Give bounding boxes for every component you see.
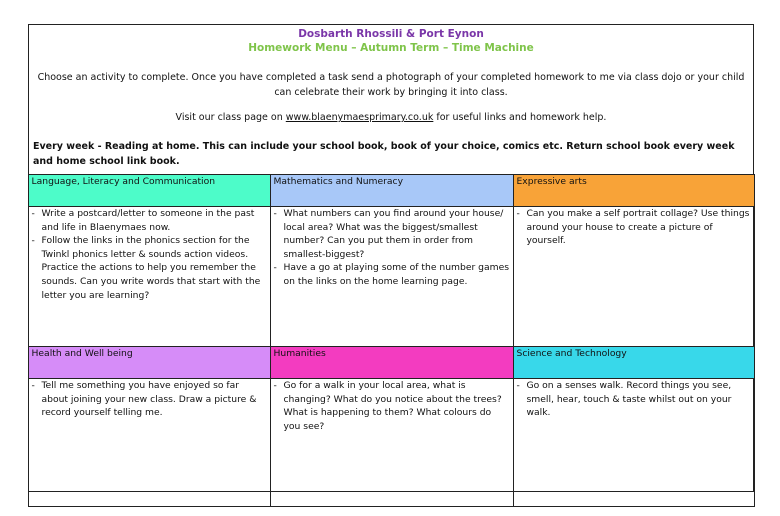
activities-language-literacy	[28, 207, 270, 347]
grid-header-row-1	[28, 175, 754, 207]
grid-header-row-2	[28, 347, 754, 379]
heading-humanities: Humanities	[270, 347, 513, 379]
activities-health-wellbeing	[28, 379, 270, 507]
activities-mathematics	[270, 207, 513, 347]
list-item: - Tell me something you have enjoyed so far about joining your new class. Draw a picture & record yourself telling me.	[31, 380, 257, 419]
list-item: - Go for a walk in your local area, what is changing? What do you notice about the trees? What is happening to them? What colours do you see?	[273, 380, 502, 432]
menu-subtitle: Homework Menu – Autumn Term – Time Machine	[248, 42, 534, 54]
class-title: Dosbarth Rhossili & Port Eynon	[298, 28, 484, 40]
class-page-link[interactable]: www.blaenymaesprimary.co.uk	[285, 112, 434, 123]
visit-suffix: for useful links and homework help.	[433, 112, 607, 123]
heading-expressive-arts: Expressive arts	[513, 175, 754, 207]
list-item: - Follow the links in the phonics section for the Twinkl phonics letter & sounds action videos. Practice the actions to help you remember the sounds. Can you write words that start with the letter you are learning?	[31, 235, 261, 301]
homework-menu-sheet	[28, 24, 754, 492]
grid-body-row-2	[28, 379, 754, 507]
heading-language-literacy: Language, Literacy and Communication	[28, 175, 270, 207]
list-item: - Have a go at playing some of the number games on the links on the home learning page.	[273, 262, 510, 287]
list-item: - What numbers can you find around your house/ local area? What was the biggest/smallest number? Can you put them in order from smallest-biggest?	[273, 208, 504, 260]
activity-grid	[28, 174, 755, 507]
grid-body-row-1	[28, 207, 754, 347]
activities-expressive-arts	[513, 207, 754, 347]
heading-science-technology: Science and Technology	[513, 347, 754, 379]
list-item: - Can you make a self portrait collage? Use things around your house to create a picture of yourself.	[516, 208, 750, 247]
intro-text: Choose an activity to complete. Once you have completed a task send a photograph of your completed homework to me via class dojo or your child can celebrate their work by bringing it into class.	[37, 72, 745, 98]
list-item: - Go on a senses walk. Record things you see, smell, hear, touch & taste whilst out on your walk.	[516, 380, 732, 419]
weekly-reading-note: Every week - Reading at home. This can include your school book, book of your choice, comics etc. Return school book every week and home school link book.	[33, 141, 735, 167]
activities-humanities	[270, 379, 513, 507]
visit-prefix: Visit our class page on	[175, 112, 286, 123]
visit-line	[29, 112, 753, 123]
heading-health-wellbeing: Health and Well being	[28, 347, 270, 379]
activities-science-technology	[513, 379, 754, 507]
heading-mathematics: Mathematics and Numeracy	[270, 175, 513, 207]
list-item: - Write a postcard/letter to someone in the past and life in Blaenymaes now.	[31, 208, 255, 233]
